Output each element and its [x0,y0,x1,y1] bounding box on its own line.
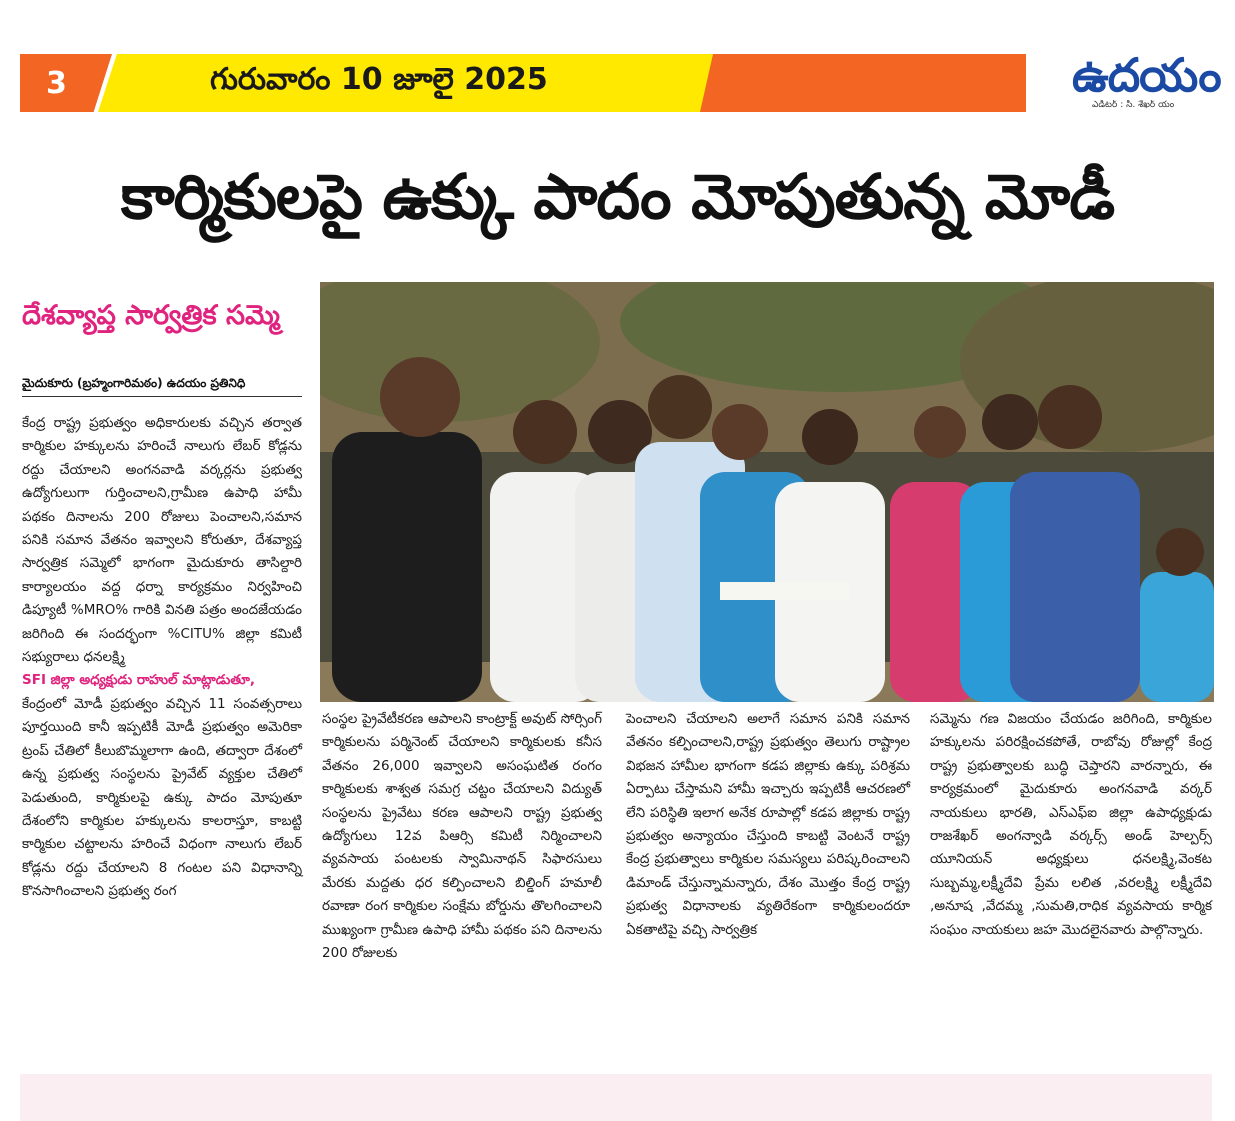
article-column-3: పెంచాలని చేయాలని అలాగే సమాన పనికి సమాన వేతనం కల్పించాలని,రాష్ట్ర ప్రభుత్వం తెలుగు రాష్ట్రాల విభజన హామీల భాగంగా కడప జిల్లాకు ఉక్కు పరిశ్రమ ఏర్పాటు చేస్తామని హామీ ఇచ్చారు ఇప్పటికీ ఆచరణలో లేని పరిస్థితి ఇలాగ అనేక రూపాల్లో కడప జిల్లాకు రాష్ట్ర ప్రభుత్వం అన్యాయం చేస్తుంది కాబట్టి వెంటనే రాష్ట్ర కేంద్ర ప్రభుత్వాలు కార్మికుల సమస్యలు పరిష్కరించాలని డిమాండ్ చేస్తున్నామన్నారు, దేశం మొత్తం కేంద్ర రాష్ట్ర ప్రభుత్వ విధానాలకు వ్యతిరేకంగా కార్మికులందరూ ఏకతాటిపై వచ్చి సార్వత్రిక [626,711,910,938]
article-column-2: సంస్థల ప్రైవేటీకరణ ఆపాలని కాంట్రాక్ట్ అవుట్ సోర్సింగ్ కార్మికులను పర్మినెంట్ చేయాలని కార్మికులకు కనీస వేతనం 26,000 ఇవ్వాలని అసంఘటిత రంగం కార్మికులకు శాశ్వత సమగ్ర చట్టం చేయాలని విద్యుత్ సంస్థలను ప్రైవేటు కరణ ఆపాలని రాష్ట్ర ప్రభుత్వ ఉద్యోగులు 12వ పిఆర్సి కమిటీ నిర్మించాలని వ్యవసాయ పంటలకు స్వామినాథన్ సిఫారసులు మేరకు మద్దతు ధర కల్పించాలని బిల్డింగ్ హమాలీ రవాణా రంగ కార్మికుల సంక్షేమ బోర్డును తొలగించాలని ముఖ్యంగా గ్రామీణ ఉపాధి హామీ పథకం పని దినాలను 200 రోజులకు [322,711,602,962]
bottom-ad-strip [20,1074,1212,1121]
photo-illustration [320,282,1214,702]
article-photo [320,282,1214,702]
column-1-paragraph-1: కేంద్ర రాష్ట్ర ప్రభుత్వం అధికారులకు వచ్చిన తర్వాత కార్మికుల హక్కులను హరించే నాలుగు లేబర్ కోడ్లను రద్దు చేయాలని అంగనవాడి వర్కర్లను ప్రభుత్వ ఉద్యోగులుగా గుర్తించాలని,గ్రామీణ ఉపాధి హామీ పథకం దినాలను 200 రోజులు పెంచాలని,సమాన పనికి సమాన వేతనం ఇవ్వాలని కోరుతూ, దేశవ్యాప్త సార్వత్రిక సమ్మెలో భాగంగా మైదుకూరు తాసిల్దారి కార్యాలయం వద్ద ధర్నా కార్యక్రమం నిర్వహించి డిప్యూటీ %MRO% గారికి వినతి పత్రం అందజేయడం జరిగింది ఈ సందర్భంగా %CITU% జిల్లా కమిటీ సభ్యురాలు ధనలక్ష్మి [22,415,302,666]
article-headline: కార్మికులపై ఉక్కు పాదం మోపుతున్న మోడీ [120,160,1115,233]
article-dateline: మైదుకూరు (బ్రహ్మంగారిమఠం) ఉదయం ప్రతినిధి [22,376,302,397]
article-column-4: సమ్మెను గణ విజయం చేయడం జరిగింది, కార్మికుల హక్కులను పరిరక్షించకపోతే, రాబోవు రోజుల్లో కేంద్ర రాష్ట్ర ప్రభుత్వాలకు బుద్ధి చెప్తారని వారన్నారు, ఈ కార్యక్రమంలో మైదుకూరు అంగనవాడి వర్కర్ నాయకులు భారతి, ఎస్ఎఫ్ఐ జిల్లా ఉపాధ్యక్షుడు రాజశేఖర్ అంగన్వాడి వర్కర్స్ అండ్ హెల్పర్స్ యూనియన్ అధ్యక్షులు ధనలక్ష్మి,వెంకట సుబ్బమ్మ,లక్ష్మీదేవి ప్రేమ లలిత ,వరలక్ష్మి లక్ష్మీదేవి ,అనూష ,వేదమ్మ ,సుమతి,రాధిక వ్యవసాయ కార్మిక సంఘం నాయకులు జహ మొదలైనవారు పాల్గొన్నారు. [930,711,1212,938]
article-column-1 [22,412,302,904]
issue-date: గురువారం 10 జూలై 2025 [210,62,548,97]
column-1-paragraph-2: కేంద్రంలో మోడీ ప్రభుత్వం వచ్చిన 11 సంవత్సరాలు పూర్తయింది కానీ ఇప్పటికీ మోడీ ప్రభుత్వం అమెరికా ట్రంప్ చేతిలో కీలుబొమ్మలాగా ఉంది, తద్వారా దేశంలో ఉన్న ప్రభుత్వ సంస్థలను ప్రైవేట్ వ్యక్తుల చేతిలో పెడుతుంది, కార్మికులపై ఉక్కు పాదం మోపుతూ దేశంలోని కార్మికుల హక్కులను కాలరాస్తూ, కాబట్టి కార్మికుల చట్టాలను హరించే విధంగా నాలుగు లేబర్ కోడ్లను రద్దు చేయాలని 8 గంటల పని విధానాన్ని కొనసాగించాలని ప్రభుత్వ రంగ [22,695,302,900]
column-1-highlight: SFI జిల్లా అధ్యక్షుడు రాహుల్ మాట్లాడుతూ, [22,672,256,689]
article-subheadline: దేశవ్యాప్త సార్వత్రిక సమ్మె [22,300,280,331]
page-number: 3 [46,66,67,101]
page-header [0,0,1235,115]
masthead-subtitle: ఎడిటర్ : సి. శేఖర్ యం [1092,100,1175,110]
header-orange-band [700,54,1026,112]
masthead-logo: ఉదయం [1072,48,1221,102]
